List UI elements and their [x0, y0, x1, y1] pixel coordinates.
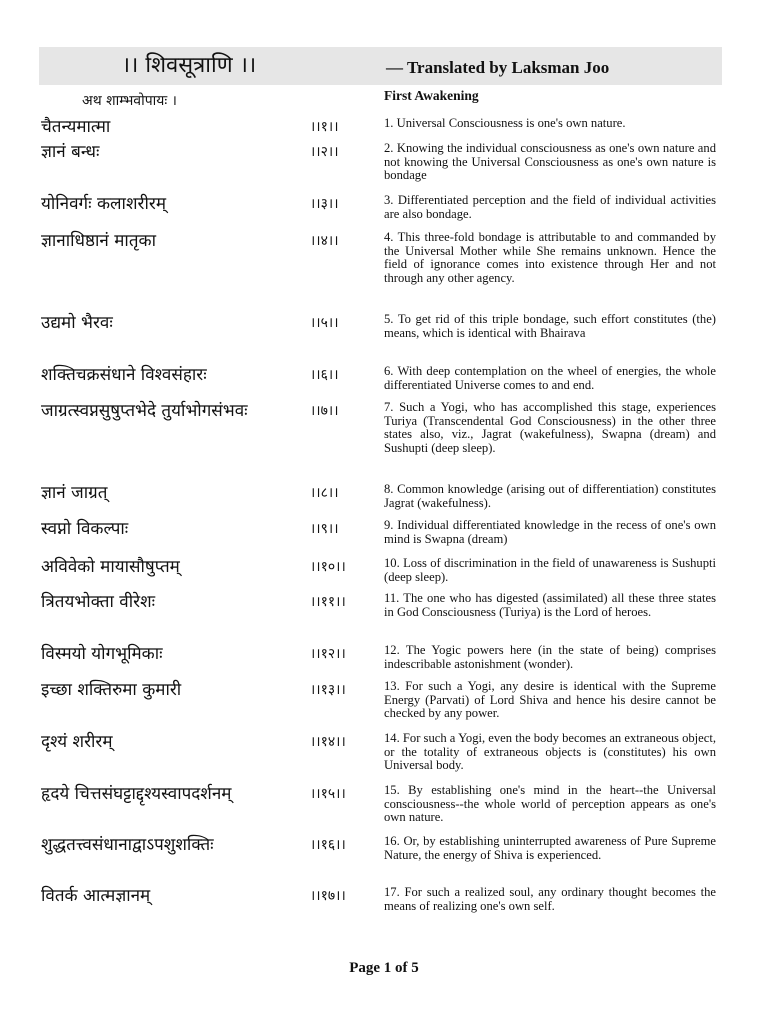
- sutra-number: ।।१०।।: [310, 559, 346, 575]
- section-heading-sanskrit: अथ शाम्भवोपायः ।: [82, 93, 177, 109]
- sutra-sanskrit: वितर्क आत्मज्ञानम्: [41, 886, 151, 906]
- sutra-sanskrit: योनिवर्गः कलाशरीरम्: [41, 194, 166, 214]
- sutra-sanskrit: त्रितयभोक्ता वीरेशः: [41, 592, 156, 612]
- sutra-number: ।।७।।: [310, 403, 339, 419]
- sutra-sanskrit: अविवेको मायासौषुप्तम्: [41, 557, 180, 577]
- sutra-sanskrit: ज्ञानं बन्धः: [41, 142, 100, 162]
- sutra-number: ।।१३।।: [310, 682, 346, 698]
- sutra-sanskrit: ज्ञानाधिष्ठानं मातृका: [41, 231, 156, 251]
- sutra-number: ।।३।।: [310, 196, 339, 212]
- sutra-number: ।।१४।।: [310, 734, 346, 750]
- page-title: ।। शिवसूत्राणि ।।: [121, 53, 257, 78]
- sutra-translation: 14. For such a Yogi, even the body becomes an extraneous object, or the totality of extraneous objects is (constitutes) his own Universal body.: [384, 731, 716, 773]
- sutra-translation: 10. Loss of discrimination in the field of unawareness is Sushupti (deep sleep).: [384, 556, 716, 584]
- sutra-sanskrit: दृश्यं शरीरम्: [41, 732, 113, 752]
- sutra-translation: 17. For such a realized soul, any ordinary thought becomes the means of realizing one's own self.: [384, 885, 716, 913]
- sutra-translation: 8. Common knowledge (arising out of differentiation) constitutes Jagrat (wakefulness).: [384, 482, 716, 510]
- sutra-number: ।।४।।: [310, 233, 339, 249]
- sutra-sanskrit: स्वप्नो विकल्पाः: [41, 519, 129, 539]
- sutra-number: ।।१७।।: [310, 888, 346, 904]
- sutra-sanskrit: शुद्धतत्त्वसंधानाद्वाऽपशुशक्तिः: [41, 835, 214, 855]
- sutra-number: ।।१६।।: [310, 837, 346, 853]
- sutra-number: ।।५।।: [310, 315, 339, 331]
- sutra-sanskrit: हृदये चित्तसंघट्टाद्दृश्यस्वापदर्शनम्: [41, 784, 232, 804]
- sutra-translation: 13. For such a Yogi, any desire is identical with the Supreme Energy (Parvati) of Lord Shiva and hence his desire cannot be checked by any power.: [384, 679, 716, 721]
- sutra-translation: 3. Differentiated perception and the field of individual activities are also bondage.: [384, 193, 716, 221]
- sutra-translation: 16. Or, by establishing uninterrupted awareness of Pure Supreme Nature, the energy of Shiva is experienced.: [384, 834, 716, 862]
- sutra-sanskrit: विस्मयो योगभूमिकाः: [41, 644, 163, 664]
- sutra-translation: 11. The one who has digested (assimilated) all these three states in God Consciousness (Turiya) is the Lord of heroes.: [384, 591, 716, 619]
- sutra-sanskrit: चैतन्यमात्मा: [41, 117, 111, 137]
- sutra-sanskrit: उद्यमो भैरवः: [41, 313, 113, 333]
- sutra-translation: 6. With deep contemplation on the wheel of energies, the whole differentiated Universe comes to and end.: [384, 364, 716, 392]
- header-bar: [39, 47, 722, 85]
- sutra-sanskrit: शक्तिचक्रसंधाने विश्वसंहारः: [41, 365, 207, 385]
- sutra-number: ।।८।।: [310, 485, 339, 501]
- sutra-number: ।।१५।।: [310, 786, 346, 802]
- page-number: Page 1 of 5: [349, 960, 419, 976]
- section-heading-english: First Awakening: [384, 88, 479, 103]
- sutra-translation: 9. Individual differentiated knowledge in the recess of one's own mind is Swapna (dream): [384, 518, 716, 546]
- sutra-translation: 5. To get rid of this triple bondage, such effort constitutes (the) means, which is identical with Bhairava: [384, 312, 716, 340]
- sutra-sanskrit: इच्छा शक्तिरुमा कुमारी: [41, 680, 182, 700]
- translator-credit: — Translated by Laksman Joo: [386, 58, 610, 77]
- sutra-translation: 1. Universal Consciousness is one's own nature.: [384, 116, 626, 130]
- sutra-number: ।।११।।: [310, 594, 346, 610]
- sutra-sanskrit: ज्ञानं जाग्रत्: [41, 483, 108, 503]
- sutra-translation: 15. By establishing one's mind in the heart--the Universal consciousness--the whole world of perception appears as one's own nature.: [384, 783, 716, 825]
- sutra-translation: 2. Knowing the individual consciousness as one's own nature and not knowing the Universal Consciousness as one's own nature is bondage: [384, 141, 716, 183]
- sutra-sanskrit: जाग्रत्स्वप्नसुषुप्तभेदे तुर्याभोगसंभवः: [41, 401, 248, 421]
- sutra-number: ।।१२।।: [310, 646, 346, 662]
- sutra-translation: 7. Such a Yogi, who has accomplished this stage, experiences Turiya (Transcendental God Consciousness) in the other three states also, viz., Jagrat (wakefulness), Swapna (dream) and Sushupti (deep sleep).: [384, 400, 716, 455]
- sutra-translation: 12. The Yogic powers here (in the state of being) comprises indescribable astonishment (wonder).: [384, 643, 716, 671]
- sutra-number: ।।६।।: [310, 367, 339, 383]
- sutra-number: ।।२।।: [310, 144, 339, 160]
- sutra-translation: 4. This three-fold bondage is attributable to and commanded by the Universal Mother while She remains unknown. Hence the field of ignorance comes into existence through Her and not through any other agency.: [384, 230, 716, 285]
- sutra-number: ।।१।।: [310, 119, 339, 135]
- sutra-number: ।।९।।: [310, 521, 339, 537]
